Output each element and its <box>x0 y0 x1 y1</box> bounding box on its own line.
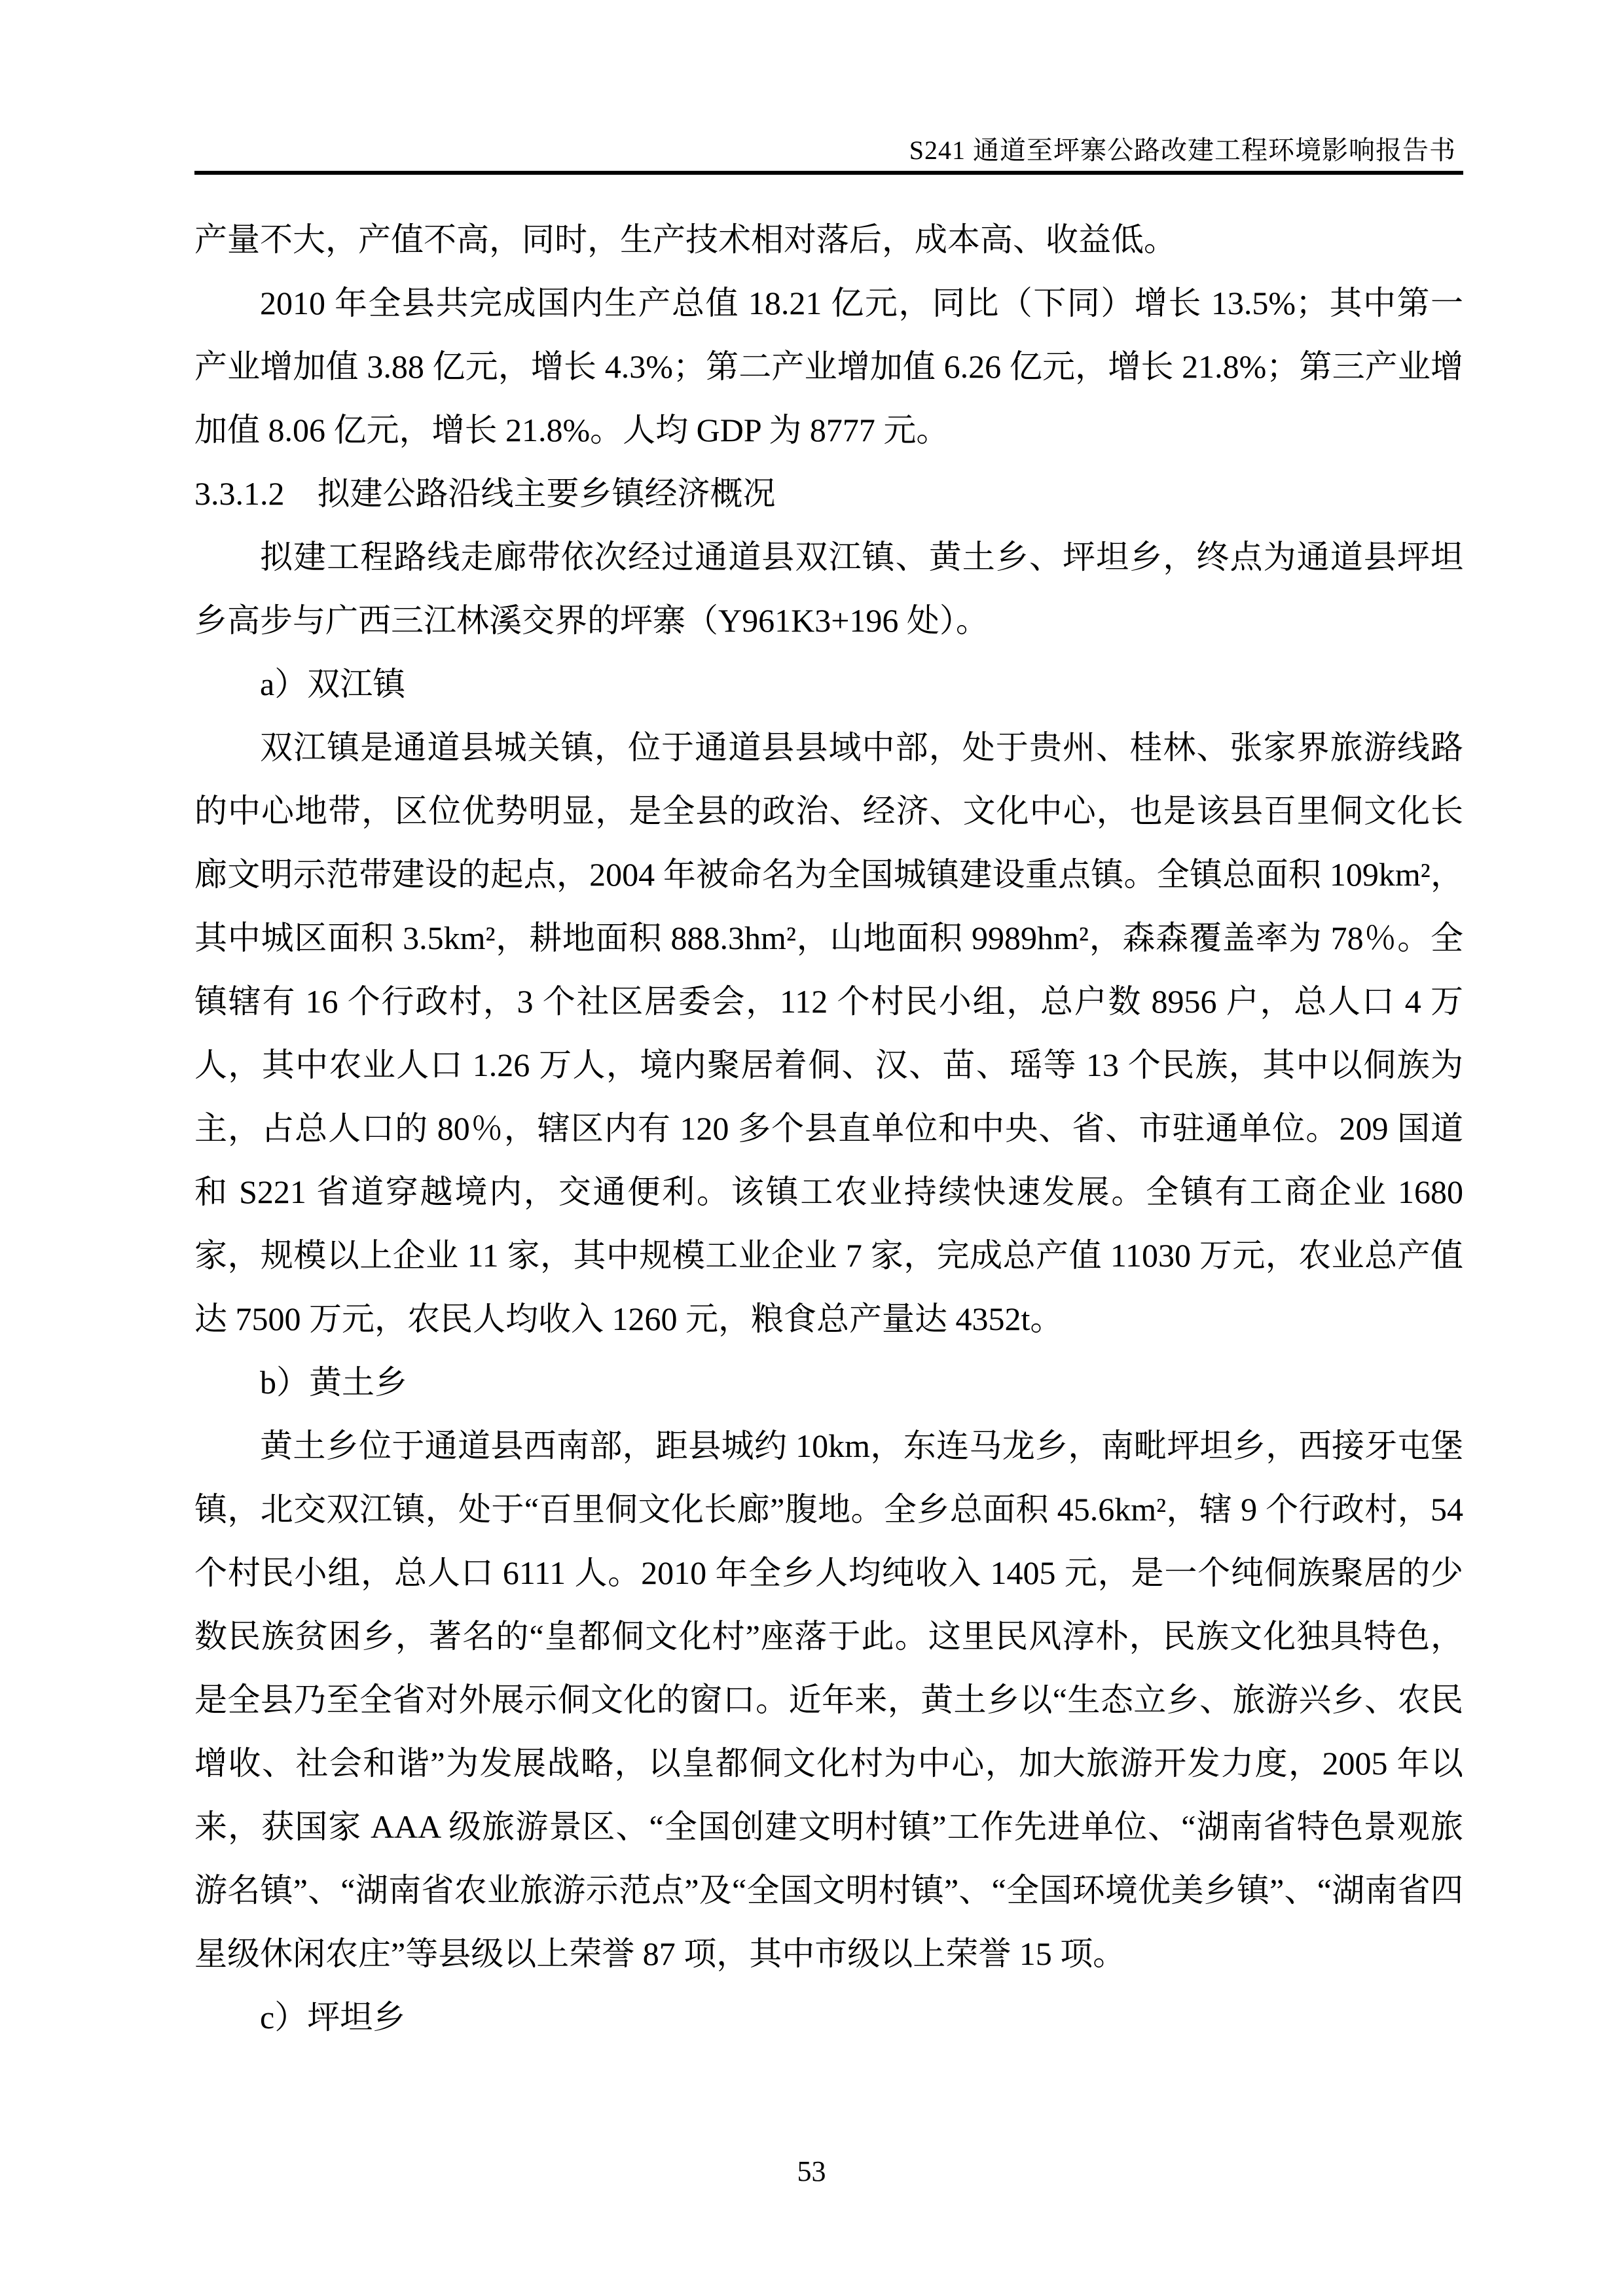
paragraph-shuangjiang-detail: 双江镇是通道县城关镇，位于通道县县域中部，处于贵州、桂林、张家界旅游线路的中心地带，区位优势明显，是全县的政治、经济、文化中心，也是该县百里侗文化长廊文明示范带建设的起点，2004 年被命名为全国城镇建设重点镇。全镇总面积 109km²，其中城区面积 3.5km²，耕地面积 888.3hm²，山地面积 9989hm²，森森覆盖率为 78％。全镇辖有 16 个行政村，3 个社区居委会，112 个村民小组，总户数 8956 户，总人口 4 万人，其中农业人口 1.26 万人，境内聚居着侗、汉、苗、瑶等 13 个民族，其中以侗族为主，占总人口的 80％，辖区内有 120 多个县直单位和中央、省、市驻通单位。209 国道和 S221 省道穿越境内，交通便利。该镇工农业持续快速发展。全镇有工商企业 1680 家，规模以上企业 11 家，其中规模工业企业 7 家，完成总产值 11030 万元，农业总产值达 7500 万元，农民人均收入 1260 元，粮食总产量达 4352t。 <box>194 729 1463 1337</box>
paragraph-huangtu-detail: 黄土乡位于通道县西南部，距县城约 10km，东连马龙乡，南毗坪坦乡，西接牙屯堡镇，北交双江镇，处于“百里侗文化长廊”腹地。全乡总面积 45.6km²，辖 9 个行政村，54 个村民小组，总人口 6111 人。2010 年全乡人均纯收入 1405 元，是一个纯侗族聚居的少数民族贫困乡，著名的“皇都侗文化村”座落于此。这里民风淳朴，民族文化独具特色，是全县乃至全省对外展示侗文化的窗口。近年来，黄土乡以“生态立乡、旅游兴乡、农民增收、社会和谐”为发展战略，以皇都侗文化村为中心，加大旅游开发力度，2005 年以来，获国家 AAA 级旅游景区、“全国创建文明村镇”工作先进单位、“湖南省特色景观旅游名镇”、“湖南省农业旅游示范点”及“全国文明村镇”、“全国环境优美乡镇”、“湖南省四星级休闲农庄”等县级以上荣誉 87 项，其中市级以上荣誉 15 项。 <box>194 1427 1463 1972</box>
header-rule <box>194 171 1463 175</box>
item-heading-shuangjiang: a）双江镇 <box>260 666 406 702</box>
paragraph-gdp-2010: 2010 年全县共完成国内生产总值 18.21 亿元，同比（下同）增长 13.5%；其中第一产业增加值 3.88 亿元，增长 4.3%；第二产业增加值 6.26 亿元，增长 21.8%；第三产业增加值 8.06 亿元，增长 21.8%。人均 GDP 为 8777 元。 <box>194 285 1463 448</box>
header-title: S241 通道至坪寨公路改建工程环境影响报告书 <box>909 135 1456 165</box>
paragraph-production-overview: 产量不大，产值不高，同时，生产技术相对落后，成本高、收益低。 <box>194 221 1176 258</box>
document-body <box>194 208 1463 2049</box>
section-heading-3-3-1-2: 3.3.1.2 拟建公路沿线主要乡镇经济概况 <box>194 475 776 512</box>
paragraph-route-overview: 拟建工程路线走廊带依次经过通道县双江镇、黄土乡、坪坦乡，终点为通道县坪坦乡高步与广西三江林溪交界的坪寨（Y961K3+196 处）。 <box>194 539 1463 639</box>
item-heading-huangtu: b）黄土乡 <box>260 1364 407 1401</box>
page-footer <box>0 2155 1623 2188</box>
item-heading-pingtan: c）坪坦乡 <box>260 1999 406 2036</box>
page-number: 53 <box>797 2155 826 2187</box>
